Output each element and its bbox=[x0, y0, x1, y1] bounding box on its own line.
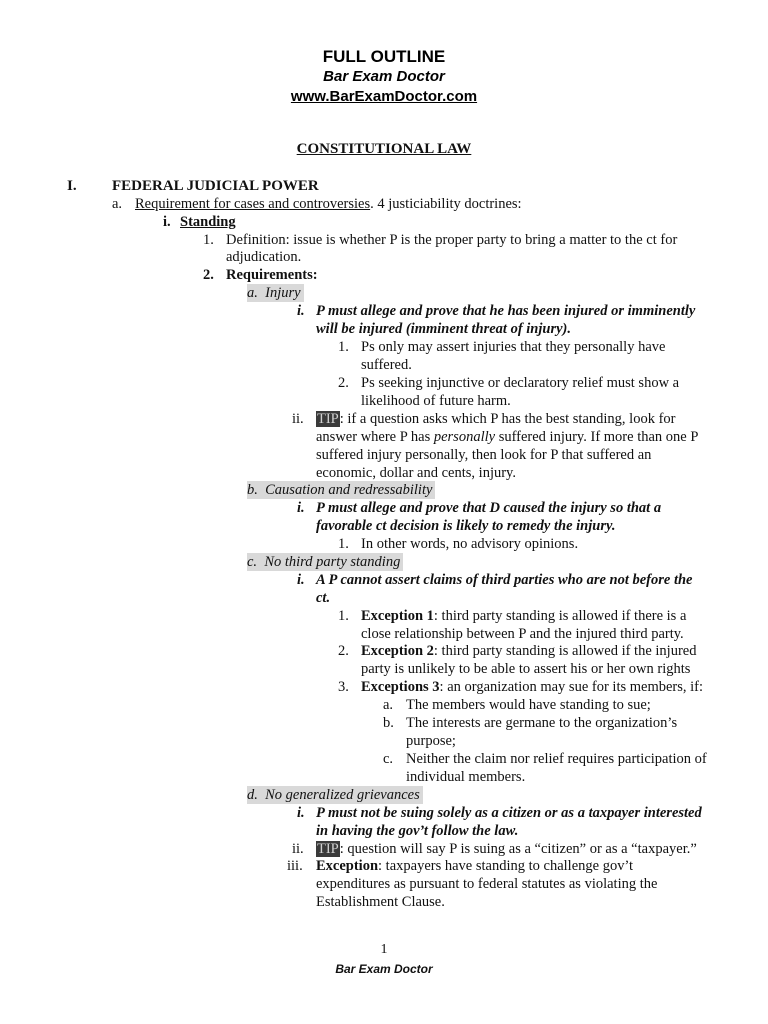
injury-i-line-2: will be injured (imminent threat of injury). bbox=[316, 321, 571, 337]
injury-i-marker: i. bbox=[297, 303, 305, 319]
grievances-ii-line-1 bbox=[316, 840, 697, 858]
page-number: 1 bbox=[380, 942, 388, 957]
third-party-heading bbox=[247, 553, 403, 571]
third-party-i-line-1: A P cannot assert claims of third parties who are not before the bbox=[316, 572, 693, 588]
standing-title: Standing bbox=[180, 214, 236, 230]
sub-b-line-1: The interests are germane to the organization’s bbox=[406, 715, 678, 731]
grievances-i-line-2: in having the gov’t follow the law. bbox=[316, 823, 519, 839]
sub-a-line-1: The members would have standing to sue; bbox=[406, 697, 651, 713]
causation-marker: b. bbox=[247, 482, 258, 498]
exception-2-label: Exception 2 bbox=[361, 643, 434, 659]
grievances-iii-marker: iii. bbox=[287, 858, 303, 874]
exception-1-marker: 1. bbox=[338, 608, 349, 624]
third-party-i-line-2: ct. bbox=[316, 590, 331, 606]
injury-ii-marker: ii. bbox=[292, 411, 304, 427]
grievances-iii-line-1 bbox=[316, 857, 633, 875]
sub-c-line-2: individual members. bbox=[406, 769, 526, 785]
injury-ii-line-1 bbox=[316, 410, 676, 428]
injury-n1-line-2: suffered. bbox=[361, 357, 412, 373]
causation-title: Causation and redressability bbox=[265, 482, 433, 498]
injury-n1-marker: 1. bbox=[338, 339, 349, 355]
causation-heading bbox=[247, 481, 435, 499]
exception-3-line-1 bbox=[361, 678, 703, 696]
grievances-iii-text: : taxpayers have standing to challenge gov’t bbox=[378, 858, 634, 874]
grievances-heading bbox=[247, 786, 423, 804]
footer-brand: Bar Exam Doctor bbox=[335, 962, 433, 976]
grievances-iii-label: Exception bbox=[316, 858, 379, 874]
standing-marker: i. bbox=[163, 214, 171, 230]
item-a-text bbox=[135, 195, 522, 213]
grievances-i-marker: i. bbox=[297, 805, 305, 821]
causation-i-marker: i. bbox=[297, 500, 305, 516]
definition-line-2: adjudication. bbox=[226, 249, 302, 265]
third-party-i-marker: i. bbox=[297, 572, 305, 588]
causation-n1-marker: 1. bbox=[338, 536, 349, 552]
section-marker: I. bbox=[67, 178, 77, 194]
causation-i-line-2: favorable ct decision is likely to remedy the injury. bbox=[316, 518, 616, 534]
exception-1-line-2: close relationship between P and the injured third party. bbox=[361, 626, 684, 642]
tip-badge: TIP bbox=[317, 841, 339, 857]
injury-ii-line-2-b: suffered injury. If more than one P bbox=[495, 429, 699, 445]
injury-n1-line-1: Ps only may assert injuries that they personally have bbox=[361, 339, 666, 355]
exception-1-label: Exception 1 bbox=[361, 608, 434, 624]
sub-c-line-1: Neither the claim nor relief requires participation of bbox=[406, 751, 707, 767]
exception-3-text: : an organization may sue for its members, if: bbox=[439, 679, 704, 695]
document-title: FULL OUTLINE bbox=[322, 47, 446, 66]
requirements-title: Requirements: bbox=[226, 267, 318, 283]
injury-ii-line-2-a: answer where P has bbox=[316, 429, 434, 445]
grievances-title: No generalized grievances bbox=[265, 787, 420, 803]
third-party-title: No third party standing bbox=[264, 554, 401, 570]
injury-title: Injury bbox=[265, 285, 301, 301]
exception-3-marker: 3. bbox=[338, 679, 349, 695]
injury-marker: a. bbox=[247, 285, 258, 301]
sub-b-marker: b. bbox=[383, 715, 394, 731]
injury-n2-line-1: Ps seeking injunctive or declaratory relief must show a bbox=[361, 375, 680, 391]
causation-i-line-1: P must allege and prove that D caused the injury so that a bbox=[316, 500, 662, 516]
document-url-link[interactable]: www.BarExamDoctor.com bbox=[290, 88, 478, 105]
causation-n1-line-1: In other words, no advisory opinions. bbox=[361, 536, 579, 552]
exception-1-line-1 bbox=[361, 607, 686, 625]
injury-ii-line-2-emphasis: personally bbox=[433, 429, 496, 445]
requirements-marker: 2. bbox=[203, 267, 214, 283]
item-a-underlined: Requirement for cases and controversies bbox=[135, 196, 371, 212]
sub-b-line-2: purpose; bbox=[406, 733, 456, 749]
exception-3-label: Exceptions 3 bbox=[361, 679, 440, 695]
injury-heading bbox=[247, 284, 304, 302]
subject-heading: CONSTITUTIONAL LAW bbox=[296, 141, 472, 157]
injury-ii-line-3: suffered injury personally, then look for P that suffered an bbox=[316, 447, 652, 463]
injury-ii-line-1-text: : if a question asks which P has the best standing, look for bbox=[339, 411, 676, 427]
exception-2-line-1 bbox=[361, 642, 696, 660]
injury-ii-line-2 bbox=[316, 428, 698, 446]
definition-marker: 1. bbox=[203, 232, 214, 248]
third-party-marker: c. bbox=[247, 554, 258, 570]
injury-i-line-1: P must allege and prove that he has been injured or imminently bbox=[316, 303, 696, 319]
item-a-marker: a. bbox=[112, 196, 123, 212]
grievances-ii-marker: ii. bbox=[292, 841, 304, 857]
item-a-rest: . 4 justiciability doctrines: bbox=[370, 196, 522, 212]
tip-badge: TIP bbox=[317, 411, 339, 427]
grievances-i-line-1: P must not be suing solely as a citizen or as a taxpayer interested bbox=[316, 805, 702, 821]
injury-n2-line-2: likelihood of future harm. bbox=[361, 393, 511, 409]
grievances-ii-text: : question will say P is suing as a “citizen” or as a “taxpayer.” bbox=[339, 841, 697, 857]
sub-a-marker: a. bbox=[383, 697, 394, 713]
grievances-marker: d. bbox=[247, 787, 258, 803]
injury-ii-line-4: economic, dollar and cents, injury. bbox=[316, 465, 516, 481]
exception-2-marker: 2. bbox=[338, 643, 349, 659]
injury-n2-marker: 2. bbox=[338, 375, 349, 391]
sub-c-marker: c. bbox=[383, 751, 394, 767]
exception-2-text: : third party standing is allowed if the injured bbox=[433, 643, 697, 659]
grievances-iii-line-3: Establishment Clause. bbox=[316, 894, 445, 910]
exception-1-text: : third party standing is allowed if there is a bbox=[433, 608, 687, 624]
definition-line-1: Definition: issue is whether P is the proper party to bring a matter to the ct for bbox=[226, 232, 678, 248]
exception-2-line-2: party is unlikely to be able to assert his or her own rights bbox=[361, 661, 691, 677]
section-title: FEDERAL JUDICIAL POWER bbox=[112, 178, 319, 194]
document-brand: Bar Exam Doctor bbox=[323, 68, 445, 85]
grievances-iii-line-2: expenditures as pursuant to federal statutes as violating the bbox=[316, 876, 658, 892]
